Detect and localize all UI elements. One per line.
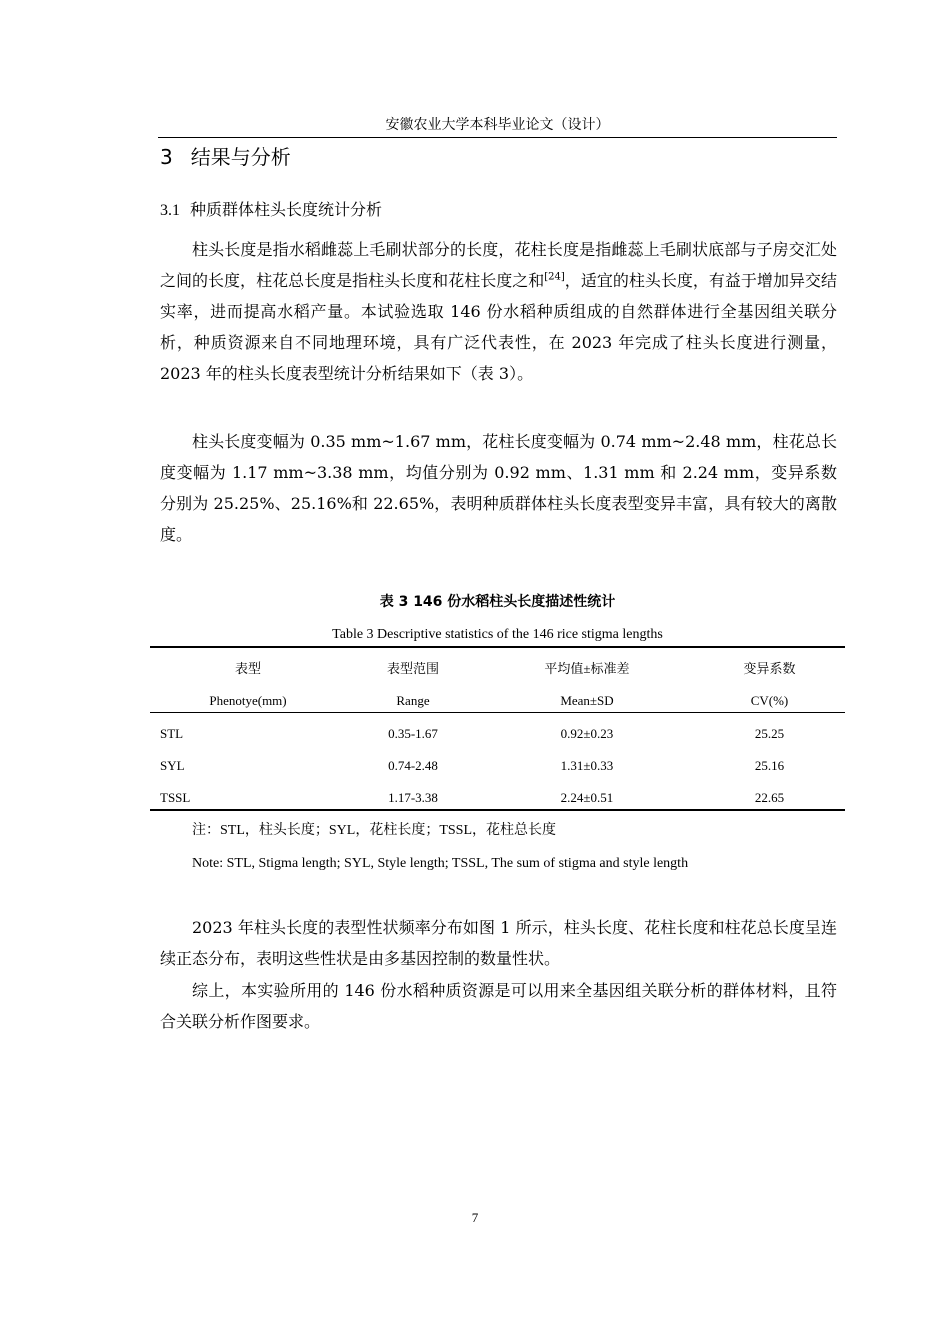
table-cell: TSSL bbox=[160, 790, 191, 805]
table-header-en: CV(%) bbox=[750, 693, 789, 708]
table-cell: 1.17-3.38 bbox=[388, 790, 438, 805]
table-cell: 25.16 bbox=[754, 758, 785, 773]
table-row bbox=[150, 756, 845, 776]
table-header-cn: 表型范围 bbox=[386, 661, 439, 676]
table-row bbox=[150, 788, 845, 808]
table-caption-en: Table 3 Descriptive statistics of the 146 rice stigma lengths bbox=[332, 627, 663, 642]
subsection-number: 3.1 bbox=[160, 202, 180, 219]
table-cell: 1.31±0.33 bbox=[560, 758, 614, 773]
table-header-cn-row bbox=[150, 659, 845, 679]
table-cell: STL bbox=[160, 726, 184, 741]
table-row bbox=[150, 724, 845, 744]
running-header: 安徽农业大学本科毕业论文（设计） bbox=[385, 117, 610, 133]
section-heading bbox=[160, 143, 291, 171]
paragraph-2: 柱头长度变幅为 0.35 mm~1.67 mm，花柱长度变幅为 0.74 mm~2.48 mm，柱花总长度变幅为 1.17 mm~3.38 mm，均值分别为 0.92 mm、1.31 mm 和 2.24 mm，变异系数分别为 25.25%、25.16%和 22.65%，表明种质群体柱头长度表型变异丰富，具有较大的离散度。 bbox=[160, 432, 837, 544]
table-note-en: Note: STL, Stigma length; SYL, Style length; TSSL, The sum of stigma and style length bbox=[192, 856, 689, 871]
paragraph-1-text-a: 柱头长度是指水稻雌蕊上毛刷状部分的长度，花柱长度是指雌蕊上毛刷状底部与子房交汇处之间的长度，柱花总长度是指柱头长度和花柱长度之和 bbox=[160, 240, 837, 290]
table-header-cn: 表型 bbox=[234, 661, 261, 676]
subsection-heading bbox=[160, 199, 382, 222]
section-title: 结果与分析 bbox=[190, 145, 291, 169]
table-header-cn: 平均值±标准差 bbox=[544, 661, 630, 676]
table-note-cn: 注：STL，柱头长度；SYL，花柱长度；TSSL，花柱总长度 bbox=[192, 823, 557, 838]
table-cell: 0.35-1.67 bbox=[388, 726, 438, 741]
table-cell: 22.65 bbox=[754, 790, 785, 805]
page-number: 7 bbox=[471, 1210, 479, 1225]
paragraph-3: 2023 年柱头长度的表型性状频率分布如图 1 所示，柱头长度、花柱长度和柱花总长度呈连续正态分布，表明这些性状是由多基因控制的数量性状。 bbox=[160, 918, 837, 968]
table-caption-cn: 表 3 146 份水稻柱头长度描述性统计 bbox=[379, 594, 616, 610]
table-header-en: Range bbox=[396, 693, 430, 708]
table-header-cn: 变异系数 bbox=[743, 661, 796, 676]
table-cell: 0.74-2.48 bbox=[388, 758, 438, 773]
table-cell: 2.24±0.51 bbox=[560, 790, 614, 805]
header-rule bbox=[158, 137, 837, 138]
table-bottom-rule bbox=[150, 809, 845, 811]
paragraph-4: 综上，本实验所用的 146 份水稻种质资源是可以用来全基因组关联分析的群体材料，且符合关联分析作图要求。 bbox=[160, 981, 837, 1031]
table-cell: SYL bbox=[160, 758, 185, 773]
table-header-en: Mean±SD bbox=[560, 693, 614, 708]
table-cell: 0.92±0.23 bbox=[560, 726, 614, 741]
citation-ref: [24] bbox=[544, 271, 565, 283]
table-header-en-row bbox=[150, 691, 845, 711]
subsection-title: 种质群体柱头长度统计分析 bbox=[190, 200, 383, 219]
table-top-rule bbox=[150, 646, 845, 648]
table-header-en: Phenotye(mm) bbox=[209, 693, 287, 708]
paragraph-1-text-b: ，适宜的柱头长度，有益于增加异交结实率，进而提高水稻产量。本试验选取 146 份水稻种质组成的自然群体进行全基因组关联分析，种质资源来自不同地理环境，具有广泛代表性，在 2023 年完成了柱头长度进行测量，2023 年的柱头长度表型统计分析结果如下（表 3）。 bbox=[160, 271, 837, 383]
table-cell: 25.25 bbox=[754, 726, 785, 741]
paragraph-1 bbox=[160, 234, 837, 389]
section-number: 3 bbox=[160, 145, 173, 169]
table-header-rule bbox=[150, 712, 845, 713]
